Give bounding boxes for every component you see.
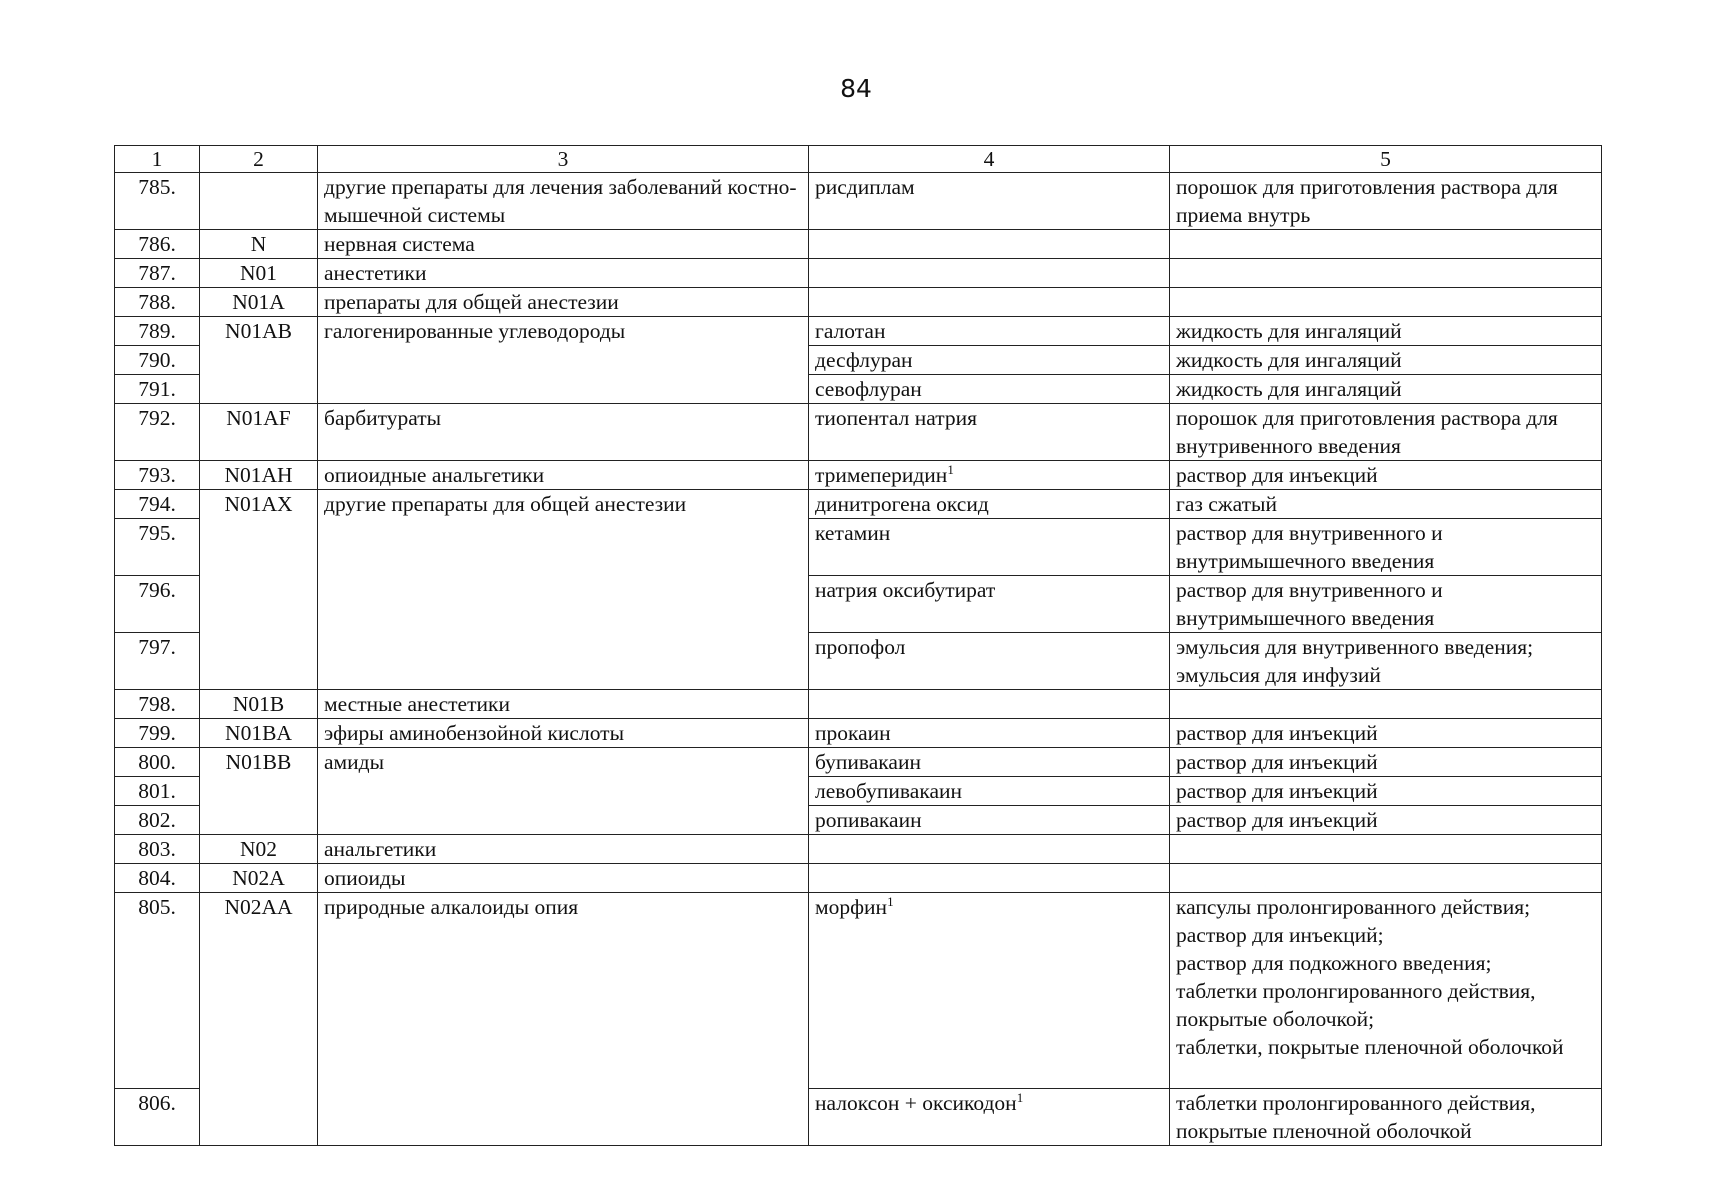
- dosage-form-cell: [1170, 375, 1602, 404]
- drug-name: севофлуран: [815, 377, 922, 401]
- atc-code: N01BB: [200, 748, 318, 835]
- drug-name: тиопентал натрия: [815, 406, 977, 430]
- table-row: [115, 893, 1602, 1089]
- row-number: 795.: [115, 519, 200, 576]
- dosage-form: порошок для приготовления раствора для приема внутрь: [1176, 175, 1558, 227]
- drug-name-cell: [809, 633, 1170, 690]
- drug-name-cell: [809, 690, 1170, 719]
- table-row: [115, 835, 1602, 864]
- dosage-form-cell: [1170, 719, 1602, 748]
- atc-code: N01A: [200, 288, 318, 317]
- dosage-form: капсулы пролонгированного действия;: [1176, 895, 1531, 919]
- drug-name-cell: [809, 461, 1170, 490]
- drug-name: левобупивакаин: [815, 779, 962, 803]
- anatomical-therapeutic-group: природные алкалоиды опия: [318, 893, 809, 1146]
- drug-name: натрия оксибутират: [815, 578, 996, 602]
- table-header-row: [115, 146, 1602, 173]
- drug-name: десфлуран: [815, 348, 913, 372]
- drug-name-cell: [809, 490, 1170, 519]
- drug-table: [114, 145, 1602, 1146]
- drug-name: морфин: [815, 895, 888, 919]
- anatomical-therapeutic-group: галогенированные углеводороды: [318, 317, 809, 404]
- drug-name: рисдиплам: [815, 175, 915, 199]
- table-row: [115, 748, 1602, 777]
- drug-name-cell: [809, 230, 1170, 259]
- dosage-form-cell: [1170, 317, 1602, 346]
- dosage-form-cell: [1170, 864, 1602, 893]
- row-number: 804.: [115, 864, 200, 893]
- row-number: 802.: [115, 806, 200, 835]
- row-number: 796.: [115, 576, 200, 633]
- drug-name-cell: [809, 1089, 1170, 1146]
- dosage-form-cell: [1170, 806, 1602, 835]
- anatomical-therapeutic-group: препараты для общей анестезии: [318, 288, 809, 317]
- dosage-form-cell: [1170, 777, 1602, 806]
- row-number: 789.: [115, 317, 200, 346]
- footnote-mark: 1: [887, 893, 894, 909]
- atc-code: N02AA: [200, 893, 318, 1146]
- row-number: 785.: [115, 173, 200, 230]
- atc-code: N02: [200, 835, 318, 864]
- anatomical-therapeutic-group: анальгетики: [318, 835, 809, 864]
- row-number: 801.: [115, 777, 200, 806]
- anatomical-therapeutic-group: опиоидные анальгетики: [318, 461, 809, 490]
- row-number: 790.: [115, 346, 200, 375]
- row-number: 793.: [115, 461, 200, 490]
- dosage-form: порошок для приготовления раствора для внутривенного введения: [1176, 406, 1558, 458]
- dosage-form: жидкость для ингаляций: [1176, 377, 1402, 401]
- row-number: 787.: [115, 259, 200, 288]
- dosage-form-cell: [1170, 519, 1602, 576]
- column-header: 5: [1170, 146, 1602, 173]
- dosage-form: раствор для инъекций: [1176, 779, 1378, 803]
- dosage-form: раствор для инъекций: [1176, 463, 1378, 487]
- atc-code: N02A: [200, 864, 318, 893]
- dosage-form-cell: [1170, 173, 1602, 230]
- dosage-form: таблетки пролонгированного действия, покрытые пленочной оболочкой: [1176, 1091, 1536, 1143]
- footnote-mark: 1: [947, 461, 954, 477]
- dosage-form-cell: [1170, 490, 1602, 519]
- dosage-form-cell: [1170, 230, 1602, 259]
- dosage-form-cell: [1170, 288, 1602, 317]
- atc-code: N01AF: [200, 404, 318, 461]
- atc-code: N01AH: [200, 461, 318, 490]
- anatomical-therapeutic-group: амиды: [318, 748, 809, 835]
- drug-name-cell: [809, 375, 1170, 404]
- drug-name: бупивакаин: [815, 750, 921, 774]
- column-header: 1: [115, 146, 200, 173]
- footnote-mark: 1: [1016, 1089, 1024, 1105]
- drug-name-cell: [809, 404, 1170, 461]
- page-number: 84: [840, 74, 872, 103]
- drug-name-cell: [809, 576, 1170, 633]
- drug-name: налоксон + оксикодон: [815, 1091, 1017, 1115]
- drug-name-cell: [809, 748, 1170, 777]
- table-row: [115, 288, 1602, 317]
- anatomical-therapeutic-group: нервная система: [318, 230, 809, 259]
- dosage-form-cell: [1170, 893, 1602, 1089]
- drug-name-cell: [809, 346, 1170, 375]
- drug-name-cell: [809, 864, 1170, 893]
- dosage-form-cell: [1170, 404, 1602, 461]
- drug-name: ропивакаин: [815, 808, 922, 832]
- dosage-form: раствор для внутривенного и внутримышечного введения: [1176, 578, 1443, 630]
- dosage-form: раствор для подкожного введения;: [1176, 951, 1492, 975]
- atc-code: N01: [200, 259, 318, 288]
- dosage-form-cell: [1170, 748, 1602, 777]
- row-number: 799.: [115, 719, 200, 748]
- anatomical-therapeutic-group: местные анестетики: [318, 690, 809, 719]
- row-number: 798.: [115, 690, 200, 719]
- table-row: [115, 690, 1602, 719]
- table-row: [115, 404, 1602, 461]
- dosage-form: жидкость для ингаляций: [1176, 319, 1402, 343]
- table-row: [115, 230, 1602, 259]
- dosage-form-cell: [1170, 835, 1602, 864]
- dosage-form-cell: [1170, 633, 1602, 690]
- drug-name-cell: [809, 519, 1170, 576]
- row-number: 797.: [115, 633, 200, 690]
- dosage-form-cell: [1170, 1089, 1602, 1146]
- dosage-form-cell: [1170, 461, 1602, 490]
- anatomical-therapeutic-group: эфиры аминобензойной кислоты: [318, 719, 809, 748]
- column-header: 4: [809, 146, 1170, 173]
- drug-name-cell: [809, 173, 1170, 230]
- dosage-form-cell: [1170, 259, 1602, 288]
- table-row: [115, 461, 1602, 490]
- dosage-form: эмульсия для внутривенного введения;: [1176, 635, 1534, 659]
- dosage-form: раствор для инъекций: [1176, 750, 1378, 774]
- dosage-form: раствор для инъекций: [1176, 721, 1378, 745]
- anatomical-therapeutic-group: анестетики: [318, 259, 809, 288]
- dosage-form-cell: [1170, 690, 1602, 719]
- drug-name-cell: [809, 288, 1170, 317]
- atc-code: [200, 173, 318, 230]
- table-row: [115, 317, 1602, 346]
- drug-name: динитрогена оксид: [815, 492, 989, 516]
- anatomical-therapeutic-group: барбитураты: [318, 404, 809, 461]
- drug-name: прокаин: [815, 721, 891, 745]
- row-number: 794.: [115, 490, 200, 519]
- table-row: [115, 259, 1602, 288]
- dosage-form: таблетки, покрытые пленочной оболочкой: [1176, 1035, 1564, 1059]
- row-number: 805.: [115, 893, 200, 1089]
- drug-name-cell: [809, 893, 1170, 1089]
- row-number: 788.: [115, 288, 200, 317]
- dosage-form-cell: [1170, 346, 1602, 375]
- row-number: 792.: [115, 404, 200, 461]
- dosage-form-cell: [1170, 576, 1602, 633]
- drug-name-cell: [809, 777, 1170, 806]
- table-row: [115, 719, 1602, 748]
- drug-name-cell: [809, 317, 1170, 346]
- row-number: 806.: [115, 1089, 200, 1146]
- anatomical-therapeutic-group: другие препараты для лечения заболеваний костно-мышечной системы: [318, 173, 809, 230]
- dosage-form: эмульсия для инфузий: [1176, 663, 1381, 687]
- dosage-form: жидкость для ингаляций: [1176, 348, 1402, 372]
- dosage-form: таблетки пролонгированного действия, покрытые оболочкой;: [1176, 979, 1536, 1031]
- table-row: [115, 864, 1602, 893]
- drug-name: пропофол: [815, 635, 906, 659]
- drug-name: кетамин: [815, 521, 891, 545]
- drug-name-cell: [809, 719, 1170, 748]
- dosage-form: раствор для внутривенного и внутримышечного введения: [1176, 521, 1443, 573]
- drug-name-cell: [809, 259, 1170, 288]
- row-number: 791.: [115, 375, 200, 404]
- column-header: 3: [318, 146, 809, 173]
- dosage-form: раствор для инъекций;: [1176, 923, 1384, 947]
- row-number: 786.: [115, 230, 200, 259]
- dosage-form: газ сжатый: [1176, 492, 1277, 516]
- table-row: [115, 173, 1602, 230]
- drug-name: галотан: [815, 319, 886, 343]
- anatomical-therapeutic-group: другие препараты для общей анестезии: [318, 490, 809, 690]
- drug-name-cell: [809, 835, 1170, 864]
- atc-code: N01B: [200, 690, 318, 719]
- column-header: 2: [200, 146, 318, 173]
- anatomical-therapeutic-group: опиоиды: [318, 864, 809, 893]
- table-row: [115, 490, 1602, 519]
- atc-code: N01AB: [200, 317, 318, 404]
- atc-code: N: [200, 230, 318, 259]
- row-number: 800.: [115, 748, 200, 777]
- atc-code: N01AX: [200, 490, 318, 690]
- dosage-form: раствор для инъекций: [1176, 808, 1378, 832]
- row-number: 803.: [115, 835, 200, 864]
- atc-code: N01BA: [200, 719, 318, 748]
- drug-name-cell: [809, 806, 1170, 835]
- drug-name: тримеперидин: [815, 463, 948, 487]
